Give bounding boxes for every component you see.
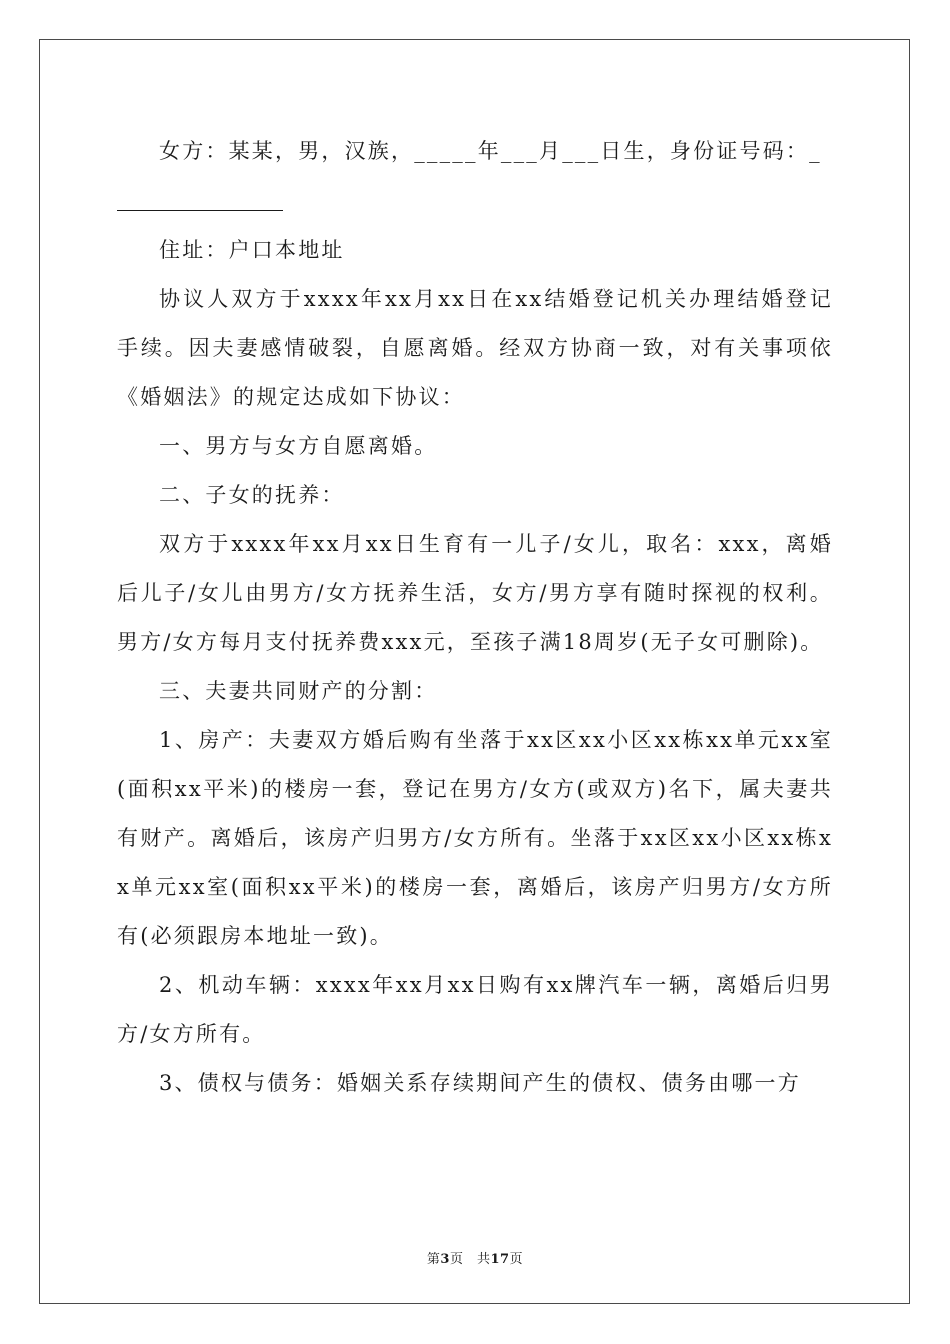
paragraph-debts: 3、债权与债务：婚姻关系存续期间产生的债权、债务由哪一方 — [159, 1071, 801, 1095]
paragraph-female-party: 女方：某某，男，汉族，_____年___月___日生，身份证号码：_ — [159, 139, 822, 163]
document-body — [117, 127, 833, 1108]
footer-page-current: 3 — [440, 1252, 450, 1267]
footer-page-suffix: 页 — [509, 1252, 524, 1267]
paragraph-child-custody: 双方于xxxx年xx月xx日生育有一儿子/女儿，取名：xxx，离婚后儿子/女儿由男方/女方抚养生活，女方/男方享有随时探视的权利。男方/女方每月支付抚养费xxx元，至孩子满18周岁(无子女可删除)。 — [117, 532, 833, 654]
paragraph-vehicle: 2、机动车辆：xxxx年xx月xx日购有xx牌汽车一辆，离婚后归男方/女方所有。 — [117, 973, 833, 1046]
paragraph-agreement-intro: 协议人双方于xxxx年xx月xx日在xx结婚登记机关办理结婚登记手续。因夫妻感情破裂，自愿离婚。经双方协商一致，对有关事项依《婚姻法》的规定达成如下协议： — [117, 287, 833, 409]
footer-page-total: 17 — [490, 1252, 510, 1267]
page-footer — [0, 1248, 950, 1267]
paragraph-clause-1: 一、男方与女方自愿离婚。 — [159, 434, 438, 458]
paragraph-clause-2-heading: 二、子女的抚养： — [159, 483, 345, 507]
paragraph-clause-3-heading: 三、夫妻共同财产的分割： — [159, 679, 438, 703]
footer-page-mid: 页 共 — [449, 1252, 491, 1267]
footer-page-prefix: 第 — [426, 1252, 441, 1267]
id-number-blank-line — [117, 176, 283, 211]
paragraph-real-estate: 1、房产：夫妻双方婚后购有坐落于xx区xx小区xx栋xx单元xx室(面积xx平米)的楼房一套，登记在男方/女方(或双方)名下，属夫妻共有财产。离婚后，该房产归男方/女方所有。坐落于xx区xx小区xx栋xx单元xx室(面积xx平米)的楼房一套，离婚后，该房产归男方/女方所有(必须跟房本地址一致)。 — [117, 728, 833, 948]
paragraph-address: 住址：户口本地址 — [159, 238, 345, 262]
